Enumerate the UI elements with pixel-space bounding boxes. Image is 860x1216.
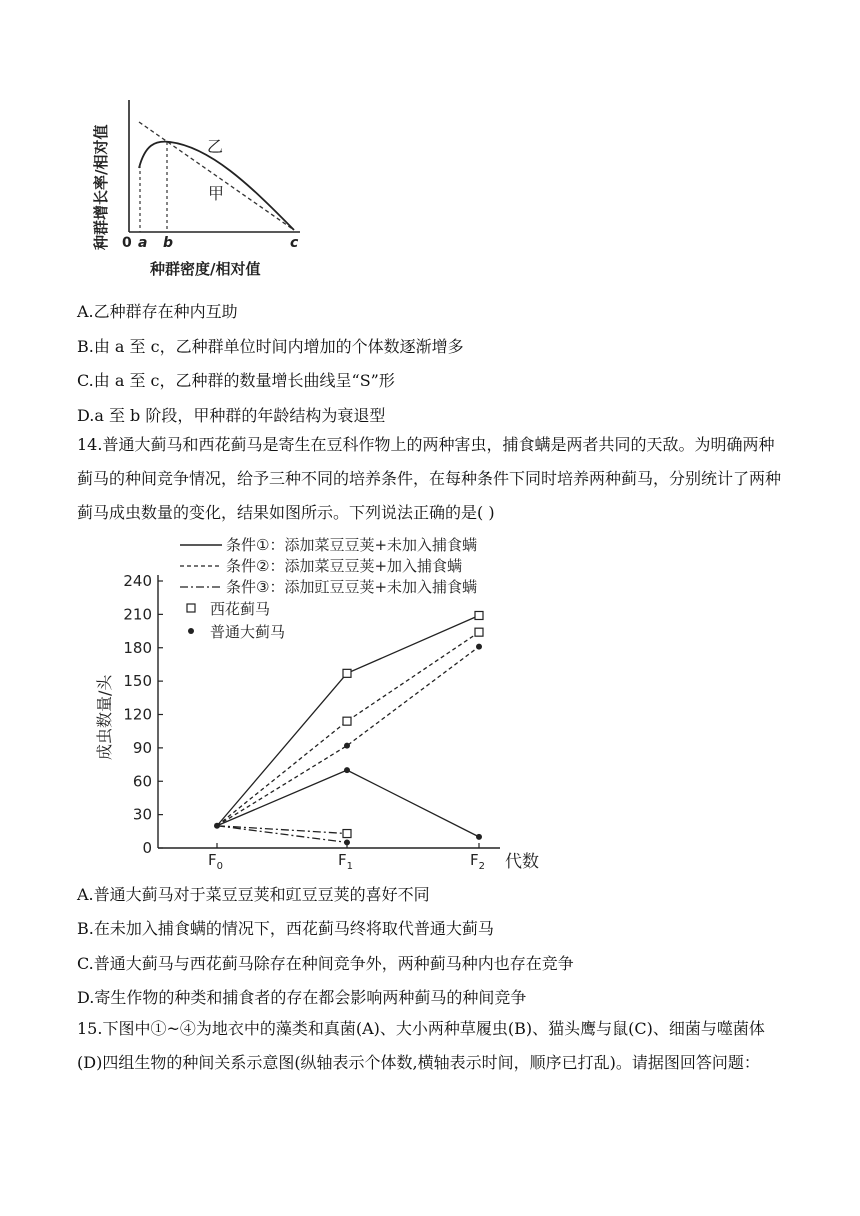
point-start: [214, 823, 220, 829]
point-putong: [344, 839, 350, 845]
chart2-y-label: 成虫数量/头: [95, 674, 114, 760]
y-tick-label: 30: [132, 805, 152, 824]
point-putong: [344, 743, 350, 749]
curve-label-yi: 乙: [207, 137, 224, 156]
x-tick-label: $F_1$: [338, 851, 354, 872]
y-tick-label: 120: [123, 705, 152, 724]
q13-option-a: A.乙种群存在种内互助: [77, 302, 238, 321]
y-tick-label: 240: [123, 572, 152, 590]
chart2-x-label: 代数: [505, 852, 539, 872]
q13-option-d: D.a 至 b 阶段，甲种群的年龄结构为衰退型: [77, 406, 386, 425]
q14-stem: 14.普通大蓟马和西花蓟马是寄生在豆科作物上的两种害虫，捕食螨是两者共同的天敌。为明确两种蓟马的种间竞争情况，给予三种不同的培养条件，在每种条件下同时培养两种蓟马，分别统计了两种蓟马成虫数量的变化，结果如图所示。下列说法正确的是( ): [77, 435, 782, 522]
origin-label: 0: [122, 235, 132, 251]
q14-option-c: C.普通大蓟马与西花蓟马除存在种间竞争外，两种蓟马种内也存在竞争: [77, 954, 574, 973]
tick-a: a: [138, 235, 148, 251]
series-line-cond3-putong: [217, 826, 347, 843]
x-tick-label: $F_2$: [470, 851, 486, 872]
y-tick-label: 180: [123, 638, 152, 657]
q14-option-d: D.寄生作物的种类和捕食者的存在都会影响两种蓟马的种间竞争: [77, 988, 527, 1007]
growth-rate-figure: [90, 95, 320, 285]
point-xihua: [343, 830, 351, 838]
series-line-cond2-xihua: [217, 632, 479, 826]
legend-marker-square: [187, 604, 195, 612]
curve-label-jia: 甲: [208, 184, 225, 203]
y-axis-label: 种群增长率/相对值: [92, 124, 110, 250]
legend-cond1: 条件①：添加菜豆豆荚+未加入捕食螨: [226, 536, 478, 554]
point-xihua: [475, 628, 483, 636]
tick-c: c: [290, 235, 299, 251]
series-line-cond3-xihua: [217, 826, 347, 834]
point-xihua: [475, 611, 483, 619]
q13-option-c: C.由 a 至 c，乙种群的数量增长曲线呈“S”形: [77, 371, 395, 390]
y-tick-label: 90: [132, 738, 152, 757]
legend-cond3: 条件③：添加豇豆豆荚+未加入捕食螨: [226, 578, 478, 596]
point-putong: [476, 644, 482, 650]
q14-option-b: B.在未加入捕食螨的情况下，西花蓟马终将取代普通大蓟马: [77, 919, 494, 938]
point-xihua: [343, 669, 351, 677]
legend-species-putong: 普通大蓟马: [210, 623, 286, 641]
point-xihua: [343, 717, 351, 725]
y-tick-label: 60: [132, 772, 152, 791]
thrips-line-chart: [90, 530, 560, 875]
y-tick-label: 0: [142, 839, 152, 857]
point-putong: [344, 767, 350, 773]
tick-b: b: [163, 235, 174, 251]
legend-species-xihua: 西花蓟马: [210, 600, 271, 618]
q14-option-a: A.普通大蓟马对于菜豆豆荚和豇豆豆荚的喜好不同: [77, 885, 430, 904]
q13-option-b: B.由 a 至 c，乙种群单位时间内增加的个体数逐渐增多: [77, 337, 464, 356]
y-tick-label: 150: [123, 672, 152, 691]
x-axis-label: 种群密度/相对值: [150, 260, 261, 278]
q15-stem: 15.下图中①~④为地衣中的藻类和真菌(A)、大小两种草履虫(B)、猫头鹰与鼠(C)、细菌与噬菌体(D)四组生物的种间关系示意图(纵轴表示个体数,横轴表示时间，顺序已打乱)。请据图回答问题：: [77, 1019, 765, 1072]
y-tick-label: 210: [123, 605, 152, 624]
legend-cond2: 条件②：添加菜豆豆荚+加入捕食螨: [226, 557, 463, 575]
legend-marker-dot: [188, 628, 194, 634]
x-tick-label: $F_0$: [208, 851, 224, 872]
point-putong: [476, 834, 482, 840]
